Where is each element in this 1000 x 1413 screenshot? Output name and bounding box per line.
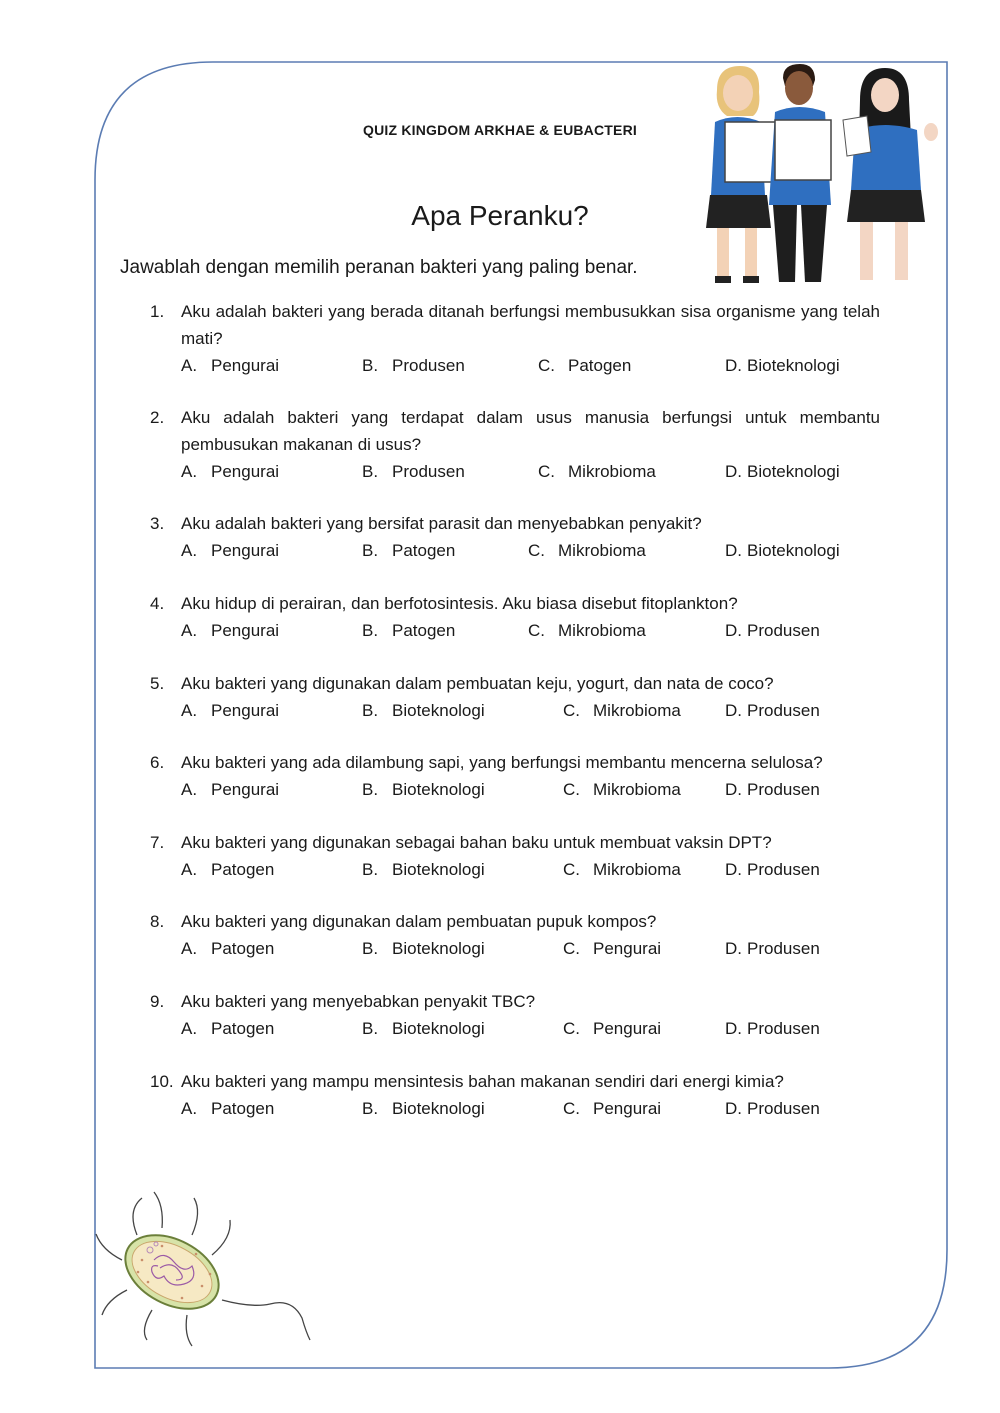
option-letter: B. [362,356,379,375]
option-label: Mikrobioma [593,860,681,879]
student-right [843,68,938,280]
option-letter: A. [181,701,198,720]
option-letter: B. [362,1099,379,1118]
answer-option[interactable] [538,352,631,379]
option-label: Pengurai [593,1019,662,1038]
option-label: Produsen [392,462,465,481]
option-letter: C. [528,541,545,560]
question-text: Aku hidup di perairan, dan berfotosintesis. Aku biasa disebut fitoplankton? [181,594,738,613]
question-number: 2. [150,408,165,427]
option-label: Bioteknologi [392,1019,485,1038]
question-item [150,404,880,485]
option-label: Mikrobioma [558,621,646,640]
answer-option[interactable] [362,1095,485,1122]
option-label: Patogen [392,541,456,560]
option-letter: A. [181,939,198,958]
option-letter: D. [725,939,742,958]
option-letter: D. [725,356,742,375]
answer-option[interactable] [725,1095,820,1122]
question-number: 4. [150,594,165,613]
option-letter: C. [563,780,580,799]
option-letter: D. [725,462,742,481]
question-text: Aku adalah bakteri yang bersifat parasit dan menyebabkan penyakit? [181,514,702,533]
option-letter: B. [362,1019,379,1038]
option-letter: D. [725,1019,742,1038]
answer-option[interactable] [181,617,279,644]
question-number: 10. [150,1072,174,1091]
student-middle [769,64,831,282]
option-label: Mikrobioma [558,541,646,560]
option-letter: B. [362,541,379,560]
option-label: Produsen [747,1019,820,1038]
option-letter: D. [725,780,742,799]
answer-options [150,537,880,564]
answer-option[interactable] [528,537,646,564]
question-number: 5. [150,674,165,693]
answer-option[interactable] [563,856,681,883]
answer-option[interactable] [181,776,279,803]
option-label: Mikrobioma [568,462,656,481]
answer-option[interactable] [725,352,840,379]
answer-option[interactable] [362,776,485,803]
option-letter: C. [538,462,555,481]
option-letter: A. [181,356,198,375]
option-label: Bioteknologi [392,701,485,720]
option-letter: A. [181,1019,198,1038]
option-letter: D. [725,1099,742,1118]
option-label: Pengurai [211,780,280,799]
option-label: Bioteknologi [392,939,485,958]
option-letter: A. [181,860,198,879]
answer-option[interactable] [362,617,455,644]
option-label: Pengurai [211,701,280,720]
option-letter: C. [538,356,555,375]
option-label: Pengurai [211,621,280,640]
option-label: Produsen [392,356,465,375]
answer-options [150,776,880,803]
question-number: 3. [150,514,165,533]
question-text: Aku bakteri yang digunakan dalam pembuatan keju, yogurt, dan nata de coco? [181,674,774,693]
option-letter: B. [362,939,379,958]
option-letter: B. [362,701,379,720]
answer-option[interactable] [563,776,681,803]
answer-options [150,617,880,644]
option-label: Bioteknologi [747,356,840,375]
option-letter: B. [362,780,379,799]
answer-option[interactable] [725,856,820,883]
answer-option[interactable] [725,935,820,962]
question-item [150,749,880,803]
question-text: Aku adalah bakteri yang terdapat dalam usus manusia berfungsi untuk membantu pembusukan makanan di usus? [181,408,880,454]
answer-options [150,352,880,379]
answer-options [150,458,880,485]
answer-option[interactable] [181,1015,274,1042]
answer-options [150,856,880,883]
option-letter: C. [563,1099,580,1118]
option-label: Patogen [211,1099,275,1118]
question-text: Aku bakteri yang mampu mensintesis bahan makanan sendiri dari energi kimia? [181,1072,784,1091]
answer-option[interactable] [725,697,820,724]
option-label: Patogen [211,1019,275,1038]
question-text: Aku bakteri yang menyebabkan penyakit TBC? [181,992,536,1011]
option-label: Produsen [747,621,820,640]
option-label: Bioteknologi [747,462,840,481]
answer-option[interactable] [563,935,661,962]
option-letter: C. [528,621,545,640]
option-label: Patogen [568,356,632,375]
option-label: Mikrobioma [593,780,681,799]
question-item [150,510,880,564]
question-number: 7. [150,833,165,852]
option-label: Produsen [747,939,820,958]
option-letter: D. [725,621,742,640]
option-label: Patogen [392,621,456,640]
answer-option[interactable] [181,537,279,564]
question-item [150,1068,880,1122]
option-label: Produsen [747,1099,820,1118]
option-label: Produsen [747,701,820,720]
question-item [150,590,880,644]
answer-option[interactable] [725,537,840,564]
answer-option[interactable] [362,1015,485,1042]
answer-option[interactable] [181,856,274,883]
option-label: Pengurai [211,462,280,481]
question-number: 1. [150,302,165,321]
option-letter: B. [362,462,379,481]
option-label: Pengurai [211,541,280,560]
option-letter: D. [725,860,742,879]
option-label: Patogen [211,939,275,958]
answer-option[interactable] [538,458,656,485]
question-number: 9. [150,992,165,1011]
bacterium-cell-icon [92,1190,317,1350]
answer-option[interactable] [181,458,279,485]
answer-options [150,935,880,962]
option-label: Mikrobioma [593,701,681,720]
question-number: 6. [150,753,165,772]
option-label: Bioteknologi [392,780,485,799]
answer-option[interactable] [181,1095,274,1122]
option-label: Patogen [211,860,275,879]
answer-option[interactable] [563,697,681,724]
option-label: Bioteknologi [392,860,485,879]
question-number: 8. [150,912,165,931]
answer-option[interactable] [362,856,485,883]
answer-option[interactable] [362,352,465,379]
answer-option[interactable] [563,1015,661,1042]
option-letter: D. [725,701,742,720]
option-letter: A. [181,541,198,560]
option-label: Pengurai [593,1099,662,1118]
option-letter: C. [563,701,580,720]
page-title: Apa Peranku? [411,200,589,231]
question-text: Aku adalah bakteri yang berada ditanah berfungsi membusukkan sisa organisme yang telah mati? [181,302,880,348]
answer-option[interactable] [725,1015,820,1042]
answer-options [150,697,880,724]
answer-option[interactable] [362,935,485,962]
option-label: Pengurai [211,356,280,375]
answer-option[interactable] [528,617,646,644]
option-letter: A. [181,1099,198,1118]
answer-option[interactable] [181,935,274,962]
question-text: Aku bakteri yang ada dilambung sapi, yang berfungsi membantu mencerna selulosa? [181,753,823,772]
answer-option[interactable] [725,458,840,485]
option-letter: B. [362,621,379,640]
answer-option[interactable] [362,537,455,564]
answer-options [150,1095,880,1122]
option-letter: B. [362,860,379,879]
question-text: Aku bakteri yang digunakan sebagai bahan baku untuk membuat vaksin DPT? [181,833,772,852]
instruction-text: Jawablah dengan memilih peranan bakteri yang paling benar. [120,257,638,278]
answer-option[interactable] [362,458,465,485]
answer-option[interactable] [181,697,279,724]
option-label: Produsen [747,860,820,879]
option-label: Bioteknologi [747,541,840,560]
option-letter: C. [563,860,580,879]
option-letter: A. [181,462,198,481]
option-label: Pengurai [593,939,662,958]
quiz-title: QUIZ KINGDOM ARKHAE & EUBACTERI [362,122,637,138]
option-letter: C. [563,1019,580,1038]
question-item [150,298,880,379]
option-letter: A. [181,780,198,799]
question-item [150,670,880,724]
answer-option[interactable] [725,776,820,803]
answer-option[interactable] [563,1095,661,1122]
option-letter: A. [181,621,198,640]
option-label: Bioteknologi [392,1099,485,1118]
students-holding-boards-icon [695,60,950,285]
question-text: Aku bakteri yang digunakan dalam pembuatan pupuk kompos? [181,912,657,931]
option-letter: C. [563,939,580,958]
option-label: Produsen [747,780,820,799]
question-item [150,829,880,883]
option-letter: D. [725,541,742,560]
answer-options [150,1015,880,1042]
answer-option[interactable] [362,697,485,724]
answer-option[interactable] [725,617,820,644]
question-item [150,908,880,962]
question-item [150,988,880,1042]
answer-option[interactable] [181,352,279,379]
